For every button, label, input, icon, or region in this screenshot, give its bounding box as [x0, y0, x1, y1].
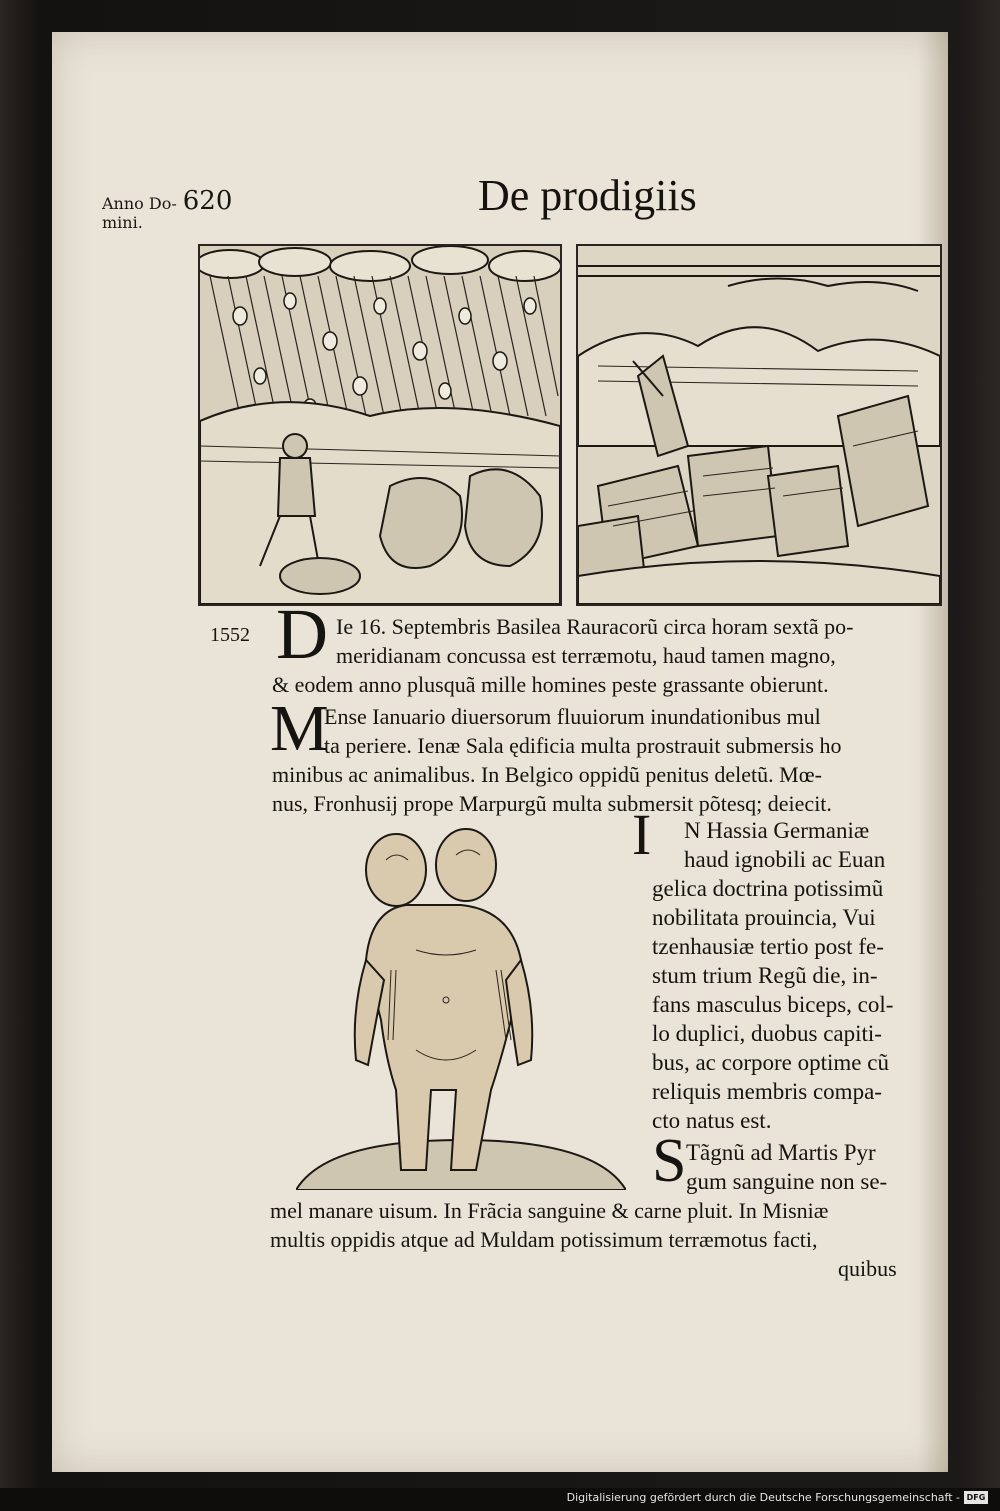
drop-cap-s: S: [652, 1127, 687, 1195]
catchword: quibus: [838, 1256, 897, 1281]
hailstorm-woodcut: [198, 244, 562, 606]
drop-cap-i: I: [632, 802, 652, 867]
text-line: reliquis membris compa-: [652, 1079, 882, 1104]
text-line: tzenhausiæ tertio post fe-: [652, 934, 884, 959]
text-line: Ense Ianuario diuersorum fluuiorum inundationibus mul: [324, 704, 821, 729]
text-line: minibus ac animalibus. In Belgico oppidũ penitus deletũ. Mœ-: [272, 762, 822, 787]
text-line: Tãgnũ ad Martis Pyr: [686, 1140, 876, 1165]
text-line: stum trium Regũ die, in-: [652, 963, 878, 988]
text-line: multis oppidis atque ad Muldam potissimum terræmotus facti,: [270, 1227, 818, 1252]
text-line: fans masculus biceps, col-: [652, 992, 894, 1017]
year-marginal-note: 1552: [210, 624, 250, 646]
two-headed-child-woodcut: [296, 820, 626, 1190]
text-line: cto natus est.: [652, 1108, 772, 1133]
text-line: bus, ac corpore optime cũ: [652, 1050, 889, 1075]
margin-note: [102, 186, 233, 232]
drop-cap-d: D: [276, 594, 328, 674]
text-line: gum sanguine non se-: [686, 1169, 888, 1194]
text-line: meridianam concussa est terræmotu, haud tamen magno,: [336, 643, 836, 668]
text-line: & eodem anno plusquã mille homines peste grassante obierunt.: [272, 672, 829, 697]
text-line: nus, Fronhusij prope Marpurgũ multa submersit põtesq; deiecit.: [272, 791, 832, 816]
drop-cap-m: M: [270, 692, 329, 765]
text-line: mel manare uisum. In Frãcia sanguine & carne pluit. In Misniæ: [270, 1198, 829, 1223]
funding-notice: Digitalisierung gefördert durch die Deutsche Forschungsgemeinschaft -: [566, 1491, 960, 1504]
earthquake-woodcut: [576, 244, 942, 606]
text-line: nobilitata prouincia, Vui: [652, 905, 876, 930]
running-title: De prodigiis: [478, 171, 697, 220]
text-line: N Hassia Germaniæ: [684, 818, 870, 843]
margin-note-line1: Anno Do-: [102, 194, 177, 213]
margin-note-year: 620: [182, 186, 233, 216]
text-line: ta periere. Ienæ Sala ędificia multa prostrauit submersis ho: [324, 733, 842, 758]
text-line: haud ignobili ac Euan: [684, 847, 886, 872]
text-line: gelica doctrina potissimũ: [652, 876, 884, 901]
text-line: Ie 16. Septembris Basilea Rauracorũ circa horam sextã po-: [336, 614, 854, 639]
text-line: lo duplici, duobus capiti-: [652, 1021, 882, 1046]
margin-note-line2: mini.: [102, 213, 143, 232]
dfg-logo-icon: DFG: [964, 1491, 988, 1504]
